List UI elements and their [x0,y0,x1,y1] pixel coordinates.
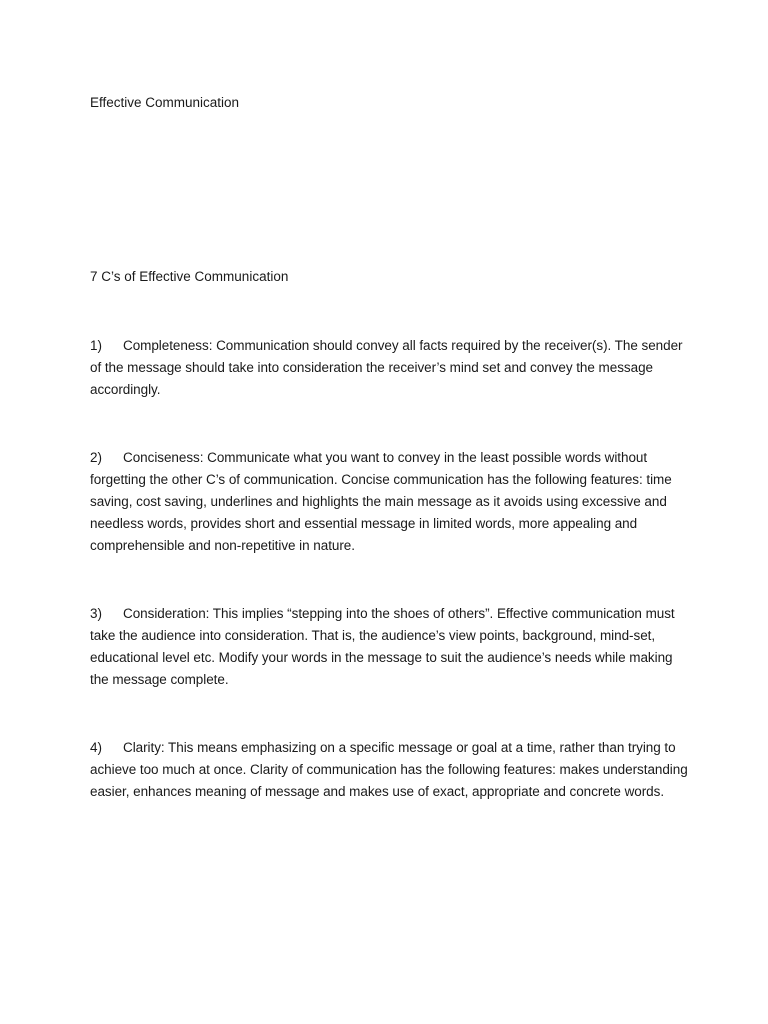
list-item [90,335,690,401]
list-item [90,603,690,691]
list-item-number: 4) [90,740,102,755]
list-item-number: 3) [90,606,102,621]
list-item-number: 2) [90,450,102,465]
section-heading: 7 C’s of Effective Communication [90,269,289,284]
list-item-number: 1) [90,338,102,353]
list-item [90,737,690,803]
list-item-text: Consideration: This implies “stepping into the shoes of others”. Effective communication must take the audience into consideration. That is, the audience’s view points, background, mind-set, educational level etc. Modify your words in the message to suit the audience’s needs while making the message complete. [90,606,675,687]
list-item [90,447,690,557]
document-title: Effective Communication [90,95,240,110]
list-item-text: Clarity: This means emphasizing on a specific message or goal at a time, rather than trying to achieve too much at once. Clarity of communication has the following features: makes understanding easier, enhances meaning of message and makes use of exact, appropriate and concrete words. [90,740,688,799]
list-item-text: Conciseness: Communicate what you want to convey in the least possible words without forgetting the other C’s of communication. Concise communication has the following features: time saving, cost saving, underlines and highlights the main message as it avoids using excessive and needless words, provides short and essential message in limited words, more appealing and comprehensible and non-repetitive in nature. [90,450,672,553]
list-item-text: Completeness: Communication should convey all facts required by the receiver(s). The sender of the message should take into consideration the receiver’s mind set and convey the message accordingly. [90,338,683,397]
